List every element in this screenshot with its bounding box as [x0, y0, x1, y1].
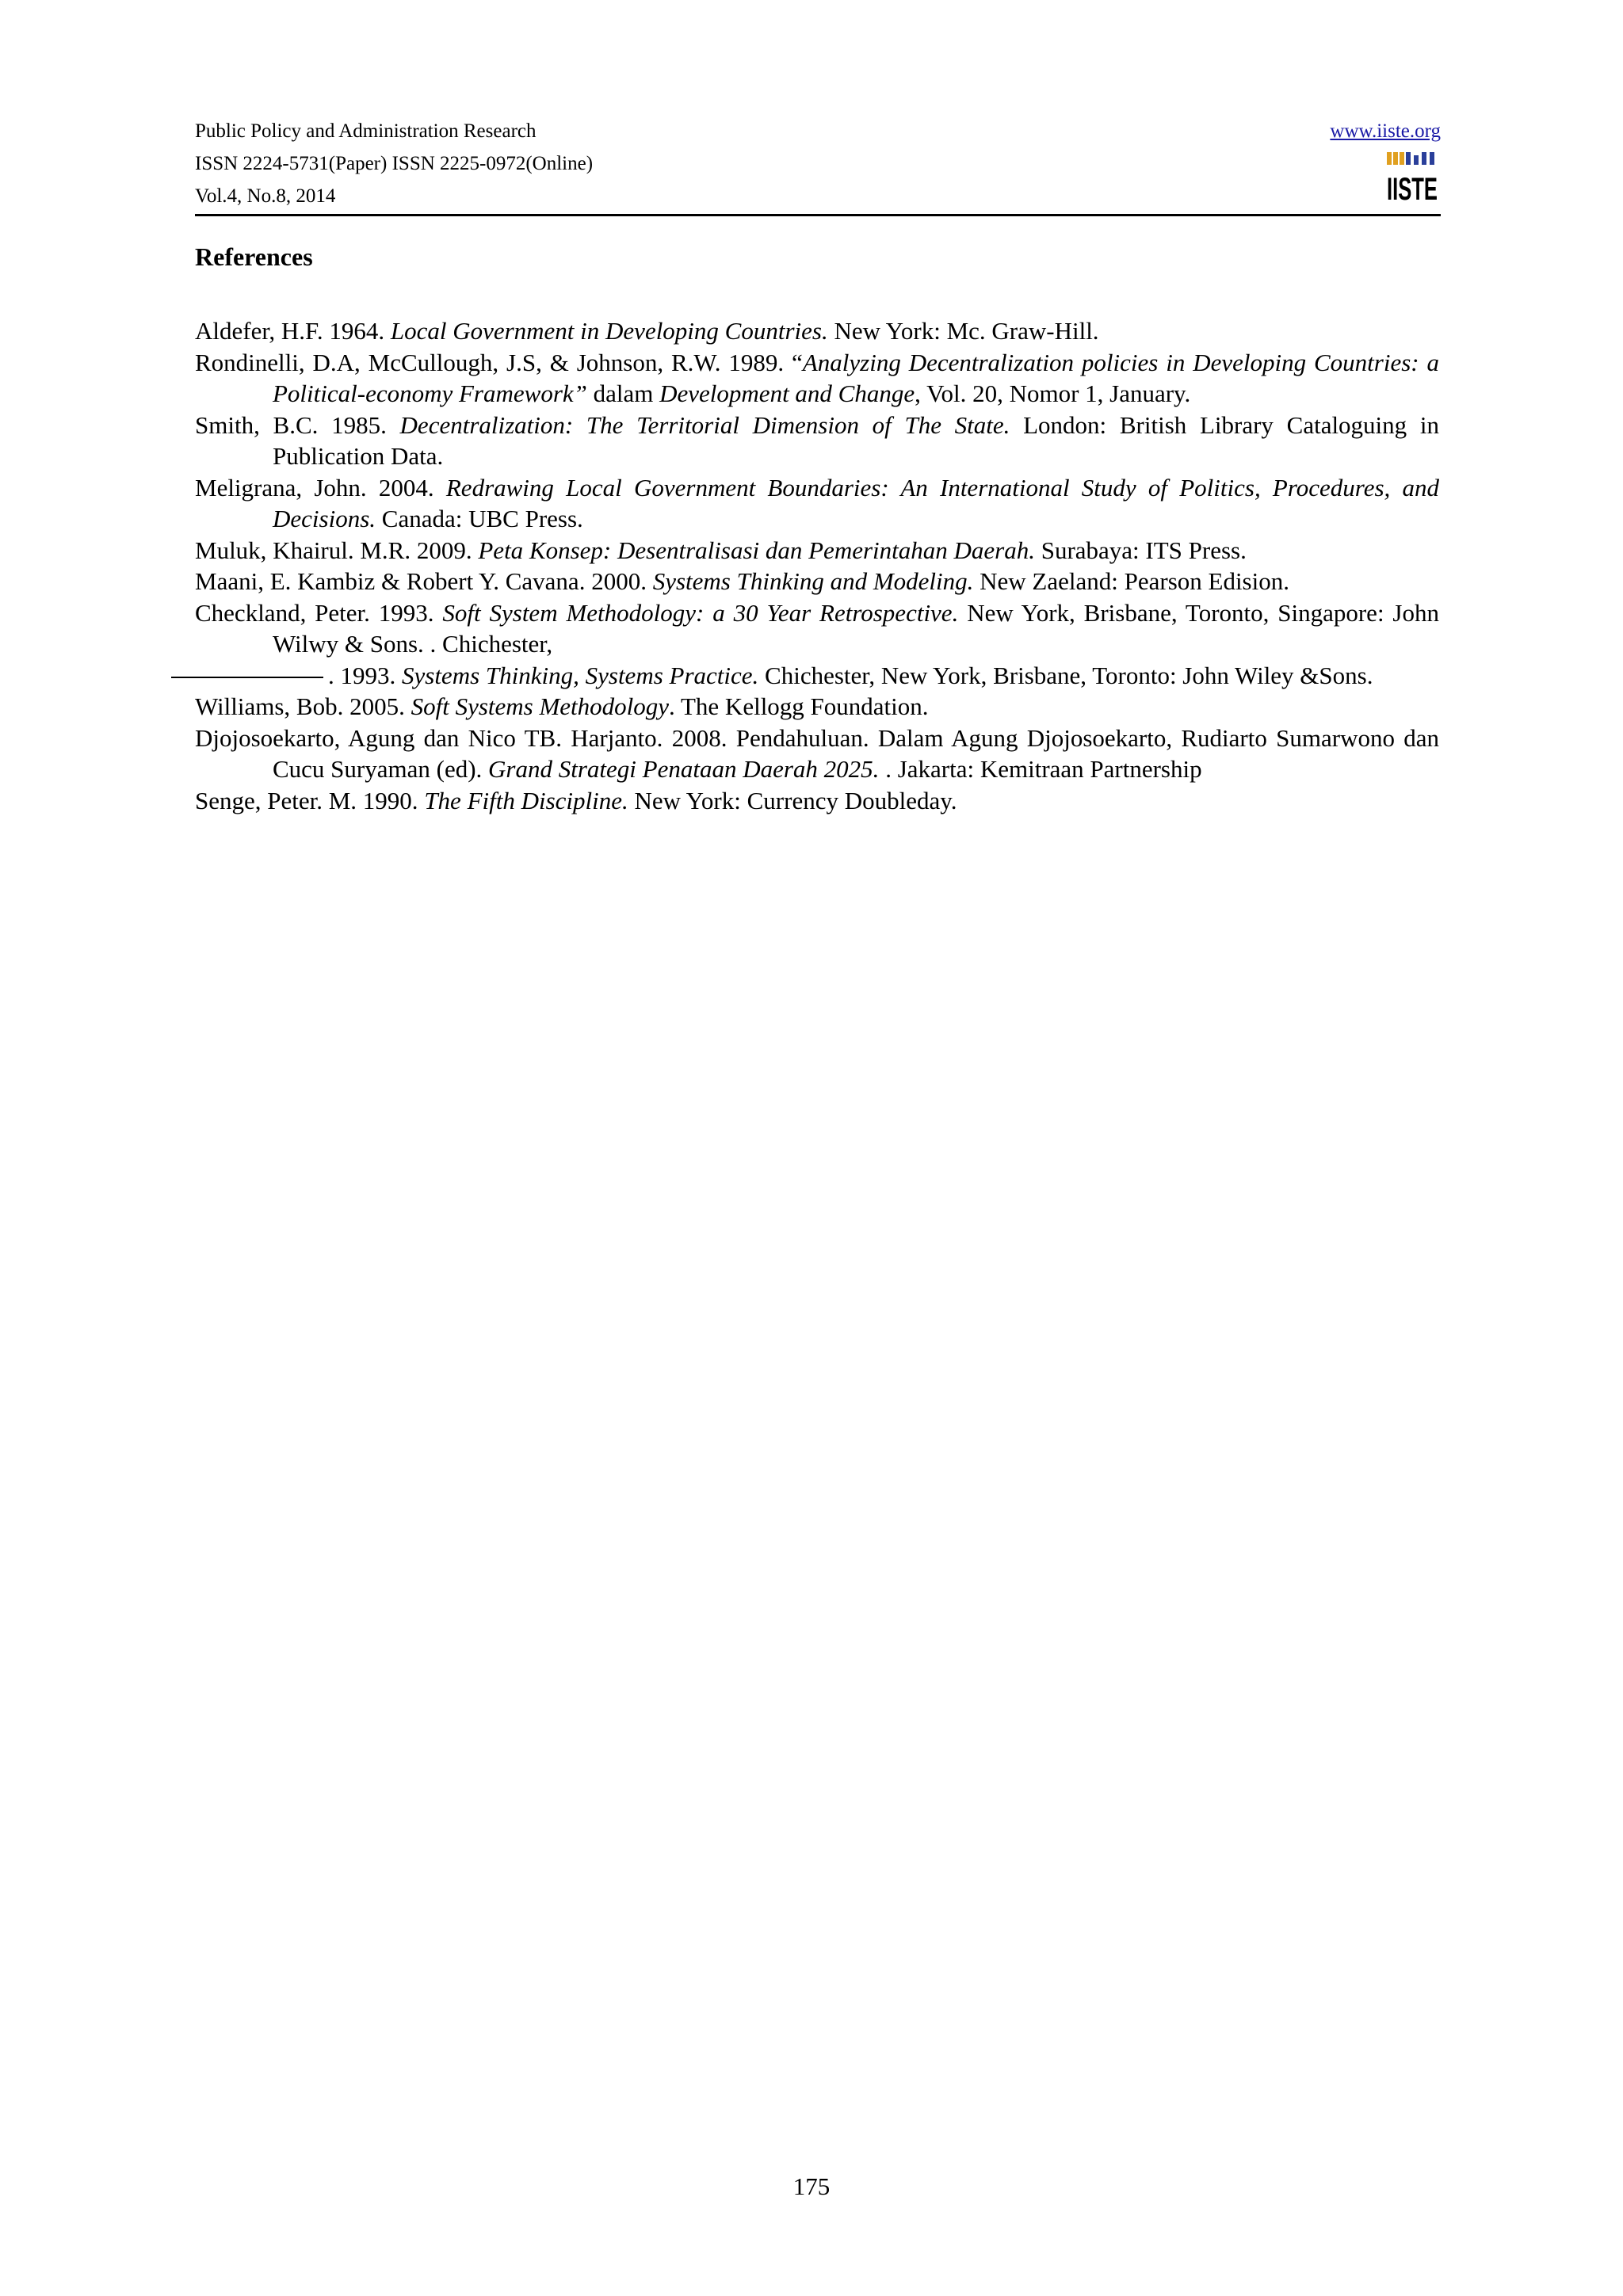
references-heading: References: [195, 242, 313, 271]
journal-header: [195, 115, 593, 212]
same-author-dash: [171, 677, 323, 678]
journal-name: Public Policy and Administration Research: [195, 120, 537, 142]
reference-item: Meligrana, John. 2004. Redrawing Local Government Boundaries: An International Study of Politics, Procedures, and Decisions. Canada: UBC Press.: [195, 473, 1439, 532]
reference-item: . 1993. Systems Thinking, Systems Practice. Chichester, New York, Brisbane, Toronto: John Wiley &Sons.: [195, 660, 1439, 692]
reference-item: Muluk, Khairul. M.R. 2009. Peta Konsep: Desentralisasi dan Pemerintahan Daerah. Surabaya: ITS Press.: [195, 536, 1247, 564]
iiste-logo: [1385, 151, 1439, 207]
reference-item: Aldefer, H.F. 1964. Local Government in Developing Countries. New York: Mc. Graw-Hill.: [195, 317, 1099, 345]
reference-list: [195, 315, 1439, 816]
logo-bars: [1387, 152, 1434, 165]
volume-line: Vol.4, No.8, 2014: [195, 185, 336, 207]
reference-item: Maani, E. Kambiz & Robert Y. Cavana. 2000. Systems Thinking and Modeling. New Zaeland: Pearson Edision.: [195, 567, 1289, 595]
reference-item: Djojosoekarto, Agung dan Nico TB. Harjanto. 2008. Pendahuluan. Dalam Agung Djojosoekarto, Rudiarto Sumarwono dan Cucu Suryaman (ed). Grand Strategi Penataan Daerah 2025. . Jakarta: Kemitraan Partnership: [195, 723, 1439, 783]
issn-line: ISSN 2224-5731(Paper) ISSN 2225-0972(Online): [195, 153, 594, 174]
page-number: 175: [792, 2172, 831, 2200]
header-rule: [195, 214, 1441, 216]
reference-item: Rondinelli, D.A, McCullough, J.S, & Johnson, R.W. 1989. “Analyzing Decentralization policies in Developing Countries: a Political-economy Framework” dalam Development and Change, Vol. 20, Nomor 1, January.: [195, 348, 1439, 407]
reference-item: Checkland, Peter. 1993. Soft System Methodology: a 30 Year Retrospective. New York, Brisbane, Toronto, Singapore: John Wilwy & Sons. . Chichester,: [195, 598, 1439, 658]
reference-item: Senge, Peter. M. 1990. The Fifth Discipline. New York: Currency Doubleday.: [195, 786, 957, 814]
reference-item: Smith, B.C. 1985. Decentralization: The Territorial Dimension of The State. London: British Library Cataloguing in Publication Data.: [195, 410, 1439, 470]
logo-text: IISTE: [1387, 172, 1438, 207]
website-link[interactable]: www.iiste.org: [1330, 120, 1441, 142]
reference-item: Williams, Bob. 2005. Soft Systems Methodology. The Kellogg Foundation.: [195, 692, 929, 720]
